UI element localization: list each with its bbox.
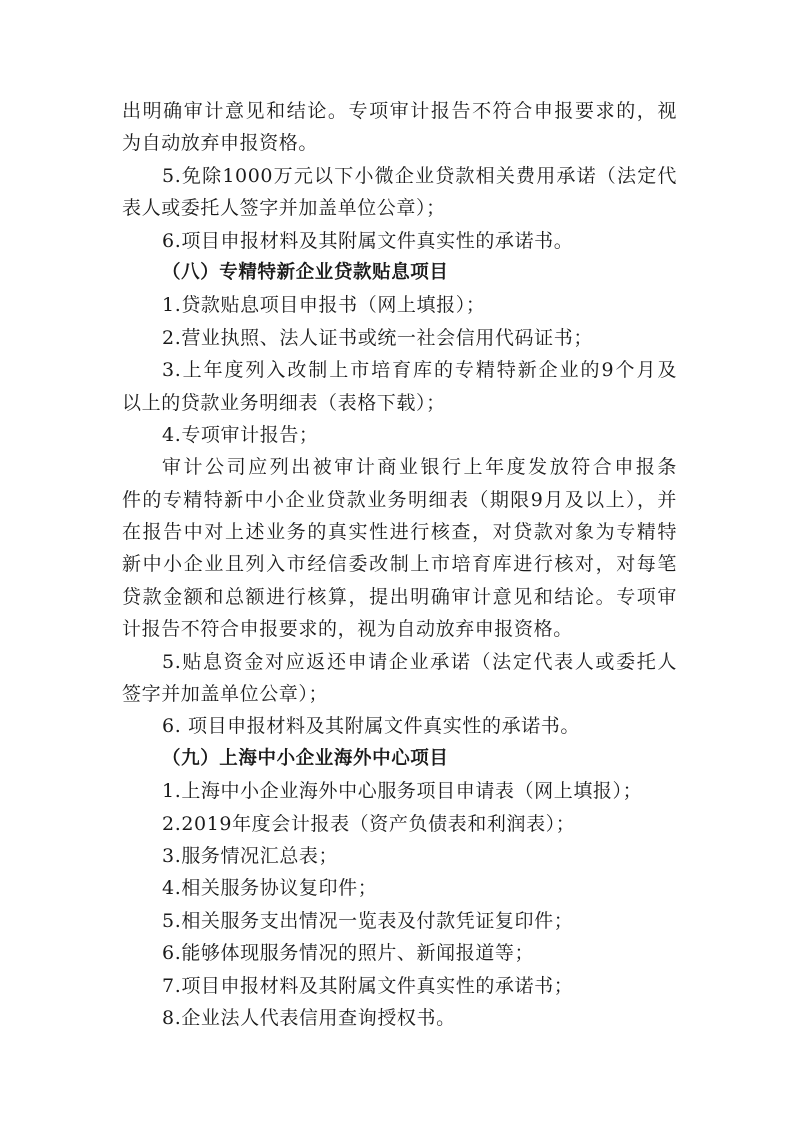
list-item: 7.项目申报材料及其附属文件真实性的承诺书； — [162, 974, 574, 997]
list-item: 2.营业执照、法人证书或统一社会信用代码证书； — [162, 326, 593, 349]
paragraph-line: 为自动放弃申报资格。 — [122, 132, 319, 155]
paragraph-line: 签字并加盖单位公章）； — [122, 683, 329, 706]
paragraph-line: 表人或委托人签字并加盖单位公章）； — [122, 197, 446, 220]
list-item: 6. 项目申报材料及其附属文件真实性的承诺书。 — [162, 715, 580, 738]
paragraph-line: 计报告不符合申报要求的，视为自动放弃申报资格。 — [122, 618, 573, 641]
paragraph-line: 新中小企业且列入市经信委改制上市培育库进行核对，对每笔 — [122, 553, 677, 576]
list-item: 5.相关服务支出情况一览表及付款凭证复印件； — [162, 909, 574, 932]
section-heading: （九）上海中小企业海外中心项目 — [162, 747, 449, 769]
list-item: 5.贴息资金对应返还申请企业承诺（法定代表人或委托人 — [162, 650, 677, 673]
paragraph-line: 以上的贷款业务明细表（表格下载）； — [122, 391, 446, 414]
list-item: 4.相关服务协议复印件； — [162, 877, 378, 900]
list-item: 1.贷款贴息项目申报书（网上填报）； — [162, 294, 486, 317]
paragraph-line: 在报告中对上述业务的真实性进行核查，对贷款对象为专精特 — [122, 521, 677, 544]
document-body — [122, 95, 677, 1034]
paragraph-line: 贷款金额和总额进行核算，提出明确审计意见和结论。专项审 — [122, 585, 677, 608]
section-heading: （八）专精特新企业贷款贴息项目 — [162, 261, 449, 283]
list-item: 8.企业法人代表信用查询授权书。 — [162, 1006, 456, 1029]
paragraph-line: 件的专精特新中小企业贷款业务明细表（期限9月及以上），并 — [122, 488, 677, 511]
list-item: 5.免除1000万元以下小微企业贷款相关费用承诺（法定代 — [162, 164, 677, 187]
paragraph-line: 出明确审计意见和结论。专项审计报告不符合申报要求的，视 — [122, 100, 677, 122]
paragraph-line: 审计公司应列出被审计商业银行上年度发放符合申报条 — [162, 456, 677, 479]
list-item: 3.服务情况汇总表； — [162, 844, 339, 867]
list-item: 6.能够体现服务情况的照片、新闻报道等； — [162, 942, 535, 965]
list-item: 3.上年度列入改制上市培育库的专精特新企业的9个月及 — [162, 359, 677, 382]
list-item: 1.上海中小企业海外中心服务项目申请表（网上填报）； — [162, 780, 643, 803]
list-item: 2.2019年度会计报表（资产负债表和利润表）； — [162, 812, 576, 835]
list-item: 4.专项审计报告； — [162, 423, 319, 446]
list-item: 6.项目申报材料及其附属文件真实性的承诺书。 — [162, 229, 574, 252]
